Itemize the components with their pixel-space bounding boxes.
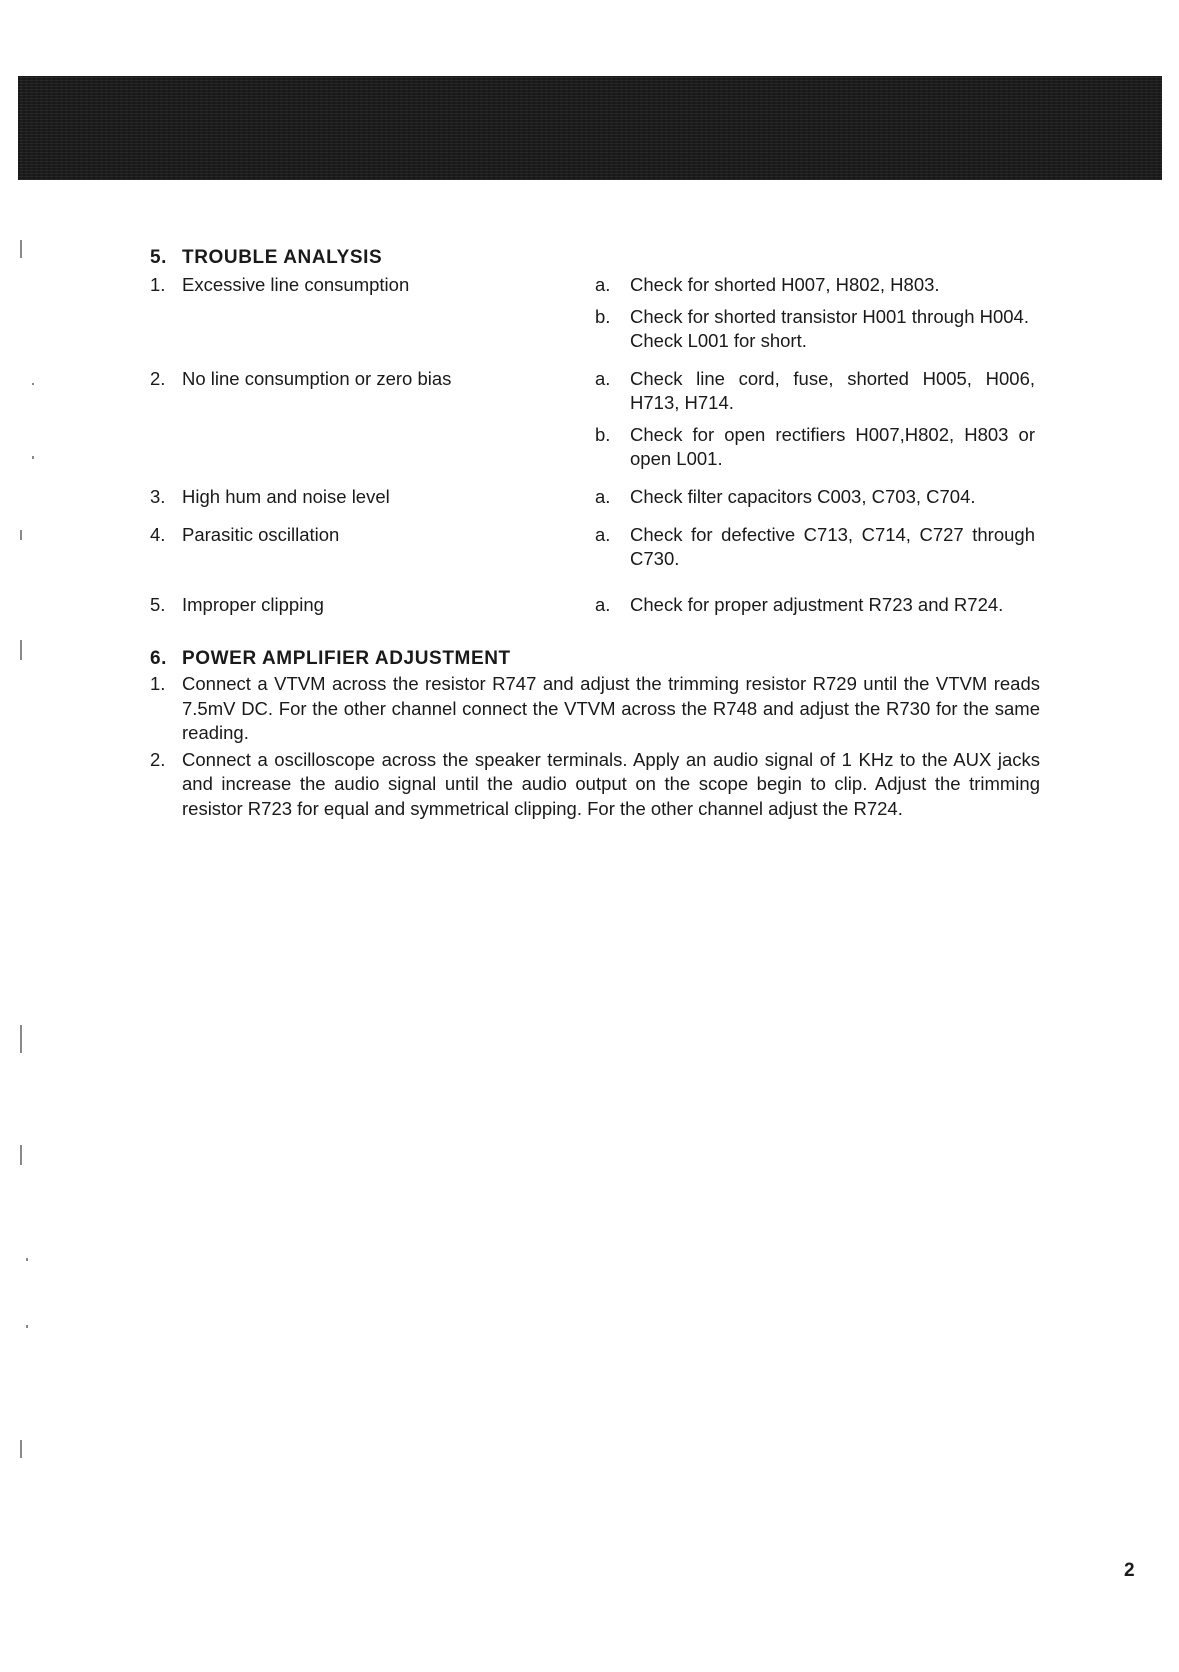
step-number: 1. [150,673,166,694]
step-text: Connect a oscilloscope across the speaker terminals. Apply an audio signal of 1 KHz to the AUX jacks and increase the audio signal until the audio output on the scope begin to clip. Adjust the trimming resistor R723 for equal and symmetrical clipping. For the other channel adjust the R724. [182,748,1040,819]
section-number: 5. [150,247,168,268]
problem-row [150,485,1040,517]
fix-item: a. Check line cord, fuse, shorted H005, H006, H713, H714. [595,368,1035,413]
problem-label: No line consumption or zero bias [182,368,452,389]
header-banner [18,76,1162,180]
fix-item: a. Check for defective C713, C714, C727 through C730. [595,524,1035,569]
problem-label: Improper clipping [182,594,324,615]
problem-number: 3. [150,486,166,507]
section-title-text: POWER AMPLIFIER ADJUSTMENT [182,648,511,669]
fix-item: b. Check for shorted transistor H001 through H004. Check L001 for short. [595,306,1029,351]
fix-item: a. Check for shorted H007, H802, H803. [595,274,940,295]
problem-row [150,523,1040,579]
step-number: 2. [150,748,166,770]
document-body [150,244,1040,821]
section-number: 6. [150,648,168,669]
problem-label: High hum and noise level [182,486,390,507]
problem-label: Excessive line consumption [182,274,410,295]
adjustment-step [150,672,1040,746]
fix-item: a. Check for proper adjustment R723 and R724. [595,594,1004,615]
section-title-text: TROUBLE ANALYSIS [182,247,383,268]
page-number: 2 [1124,1560,1135,1581]
power-amplifier-heading [150,645,1040,672]
fix-item: a. Check filter capacitors C003, C703, C704. [595,486,976,507]
step-text: Connect a VTVM across the resistor R747 and adjust the trimming resistor R729 until the VTVM reads 7.5mV DC. For the other channel connect the VTVM across the R748 and adjust the R730 for the same reading. [182,673,1040,743]
problem-number: 4. [150,524,166,545]
problem-row [150,367,1040,479]
adjustment-step [150,748,1040,822]
problem-number: 5. [150,594,166,615]
problem-number: 1. [150,274,166,295]
problem-number: 2. [150,368,166,389]
trouble-analysis-heading [150,244,1040,271]
problem-row [150,273,1040,361]
problem-row [150,593,1040,625]
problem-label: Parasitic oscillation [182,524,340,545]
fix-item: b. Check for open rectifiers H007,H802, H803 or open L001. [595,424,1035,469]
